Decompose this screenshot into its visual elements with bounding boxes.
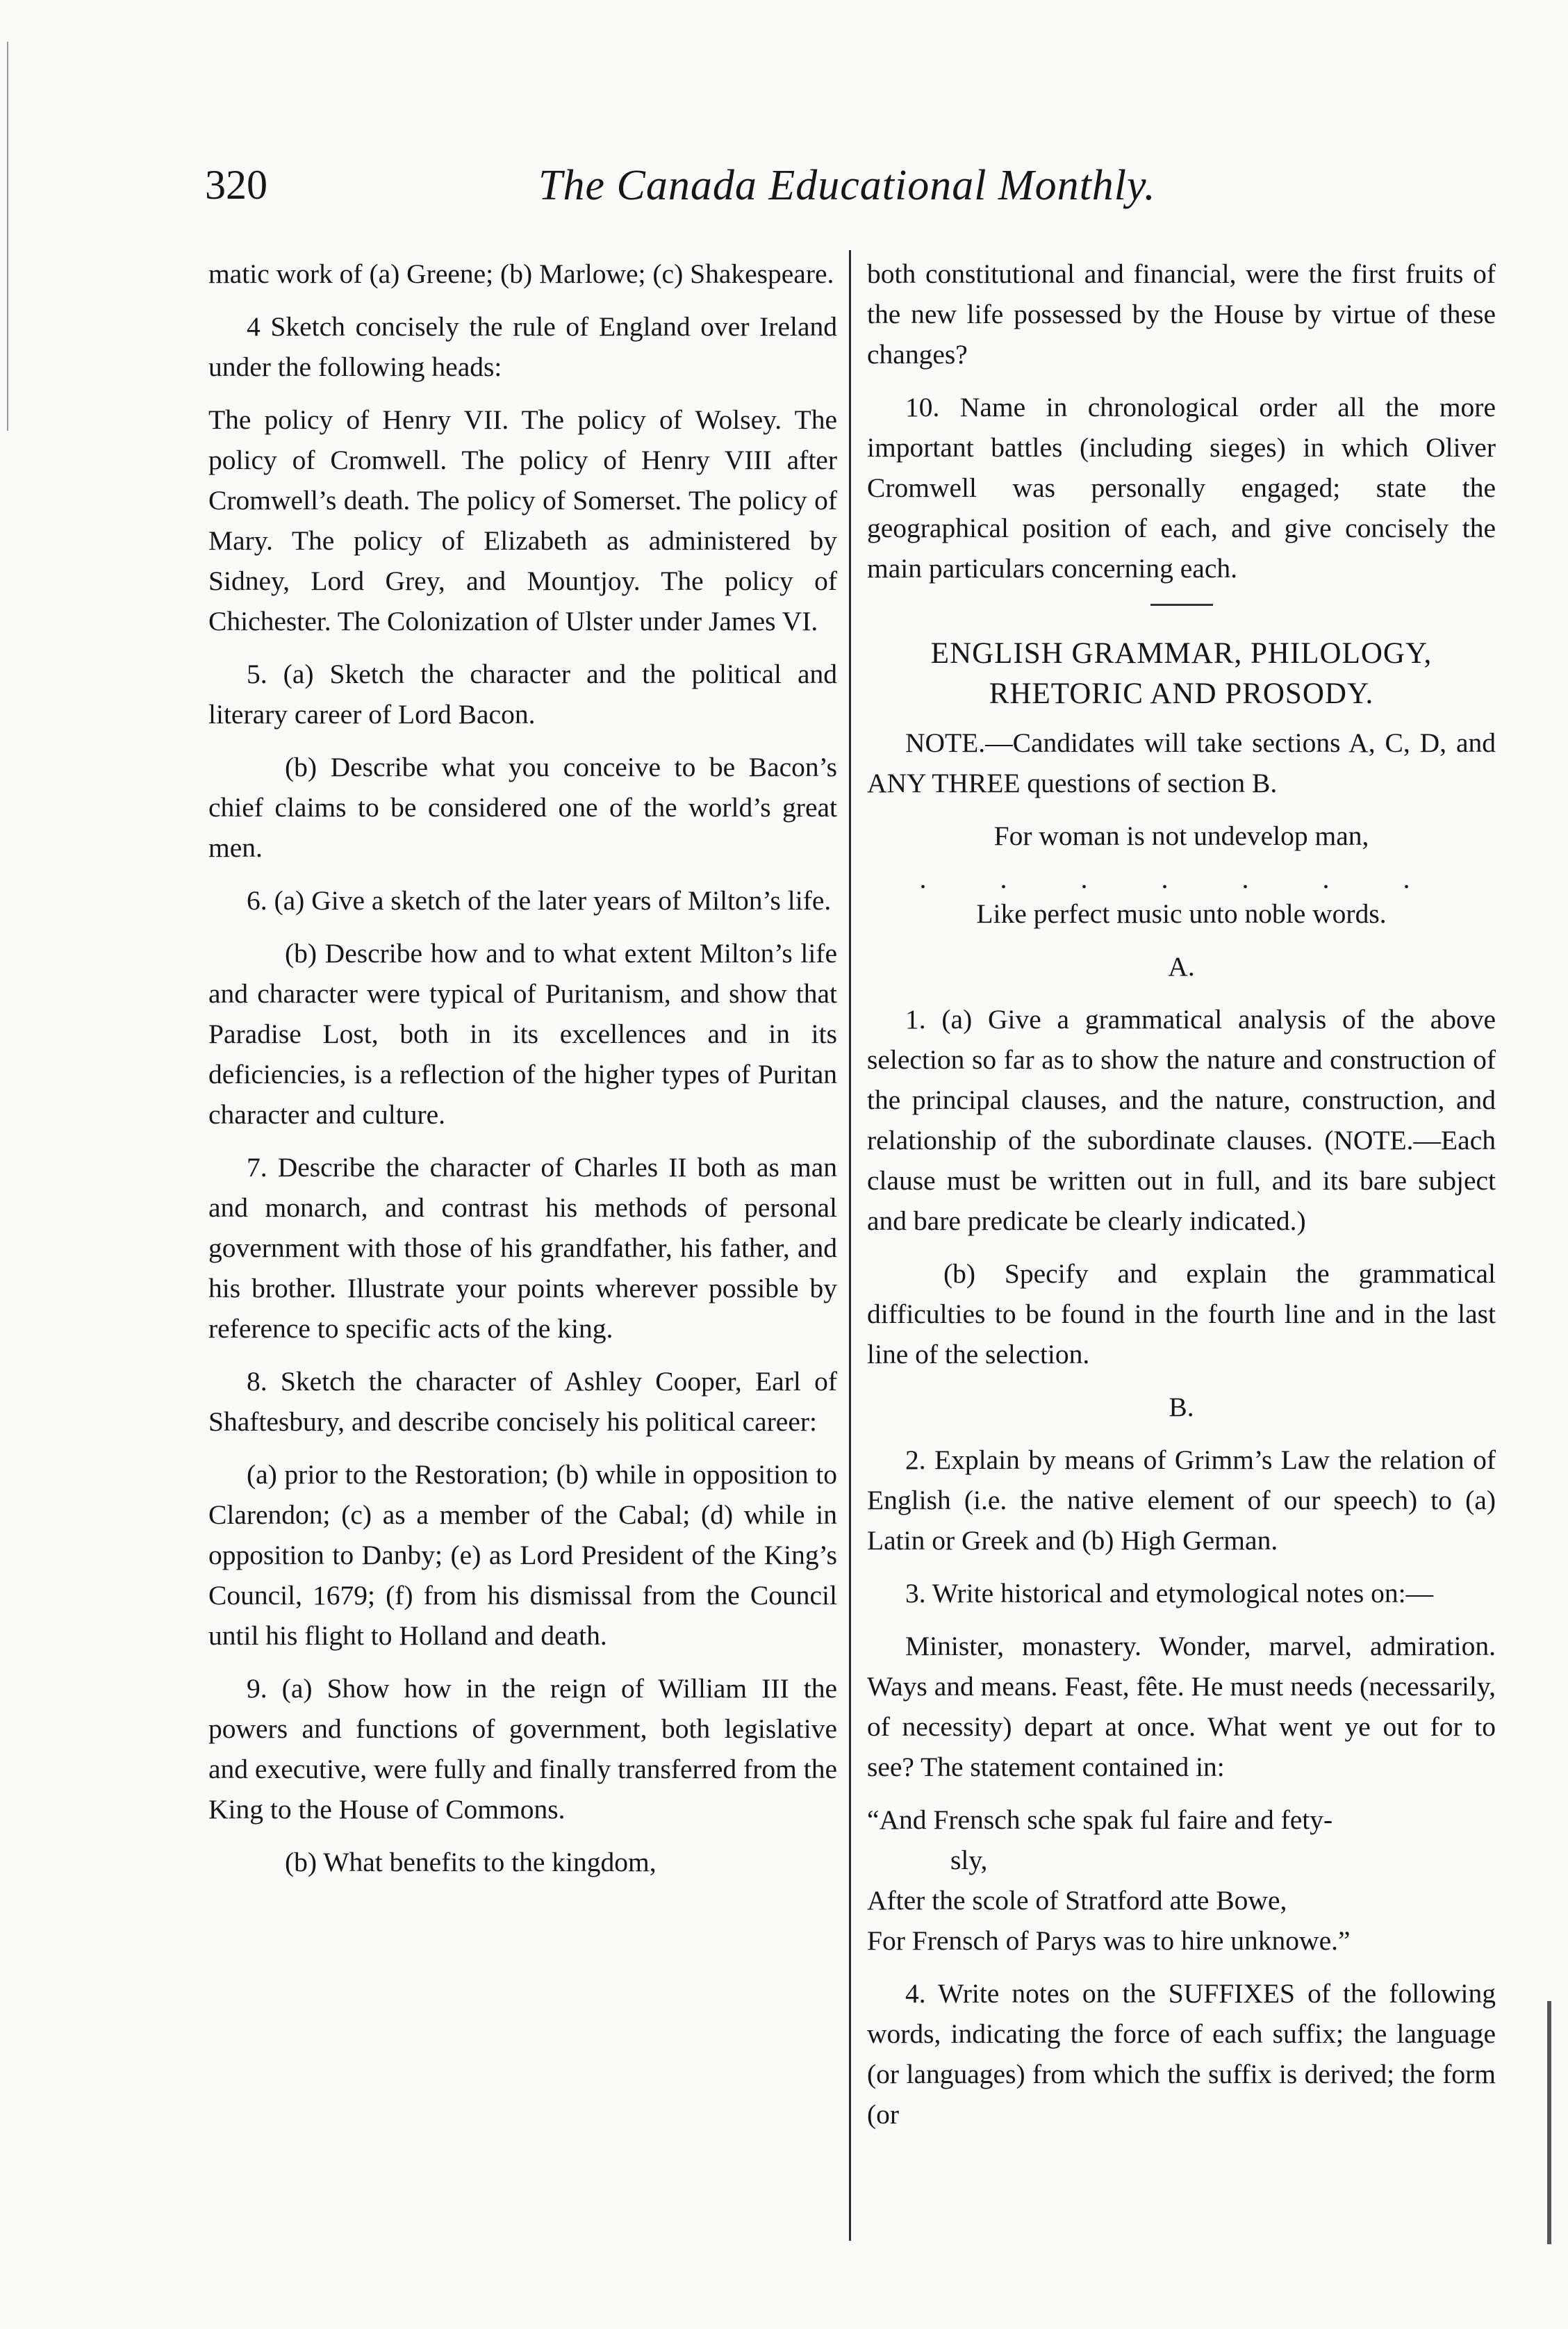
question-6b: (b) Describe how and to what extent Milton’s life and character were typical of Puritanism, and show that Paradise Lost, both in its excellences and in its deficiencies, is a reflection of the higher types of Puritan character and culture. — [208, 938, 837, 1130]
question-3-body: Minister, monastery. Wonder, marvel, admiration. Ways and means. Feast, fête. He must needs (necessarily, of necessity) depart at once. What went ye out for to see? The statement contained in: — [867, 1631, 1496, 1782]
left-column — [208, 254, 837, 1895]
question-1b: (b) Specify and explain the grammatical difficulties to be found in the fourth line and in the last line of the selection. — [867, 1258, 1496, 1369]
paragraph: The policy of Henry VII. The policy of Wolsey. The policy of Cromwell. The policy of Henry VIII after Cromwell’s death. The policy of Somerset. The policy of Mary. The policy of Elizabeth as administered by Sidney, Lord Grey, and Mountjoy. The policy of Chichester. The Colonization of Ulster under James VI. — [208, 404, 837, 636]
quote-line: For Frensch of Parys was to hire unknowe.” — [867, 1925, 1351, 1956]
question-8: 8. Sketch the character of Ashley Cooper, Earl of Shaftesbury, and describe concisely his political career: — [208, 1366, 837, 1437]
quotation — [867, 1800, 1496, 1961]
quote-line: After the scole of Stratford atte Bowe, — [867, 1885, 1287, 1916]
section-note: NOTE.—Candidates will take sections A, C, D, and ANY THREE questions of section B. — [867, 727, 1496, 798]
section-rule — [1150, 604, 1213, 606]
paragraph: matic work of (a) Greene; (b) Marlowe; (c) Shakespeare. — [208, 258, 834, 289]
question-8-parts: (a) prior to the Restoration; (b) while in opposition to Clarendon; (c) as a member of the Cabal; (d) while in opposition to Danby; (e) as Lord President of the King’s Council, 1679; (f) from his dismissal from the Council until his flight to Holland and death. — [208, 1459, 837, 1651]
quote-line: “And Frensch sche spak ful faire and fety- — [867, 1804, 1333, 1835]
question-3: 3. Write historical and etymological notes on:— — [905, 1578, 1434, 1608]
question-5a: 5. (a) Sketch the character and the political and literary career of Lord Bacon. — [208, 659, 837, 730]
section-label-a: A. — [1168, 951, 1195, 982]
section-label-b: B. — [1169, 1392, 1194, 1422]
running-title: The Canada Educational Monthly. — [538, 162, 1156, 209]
verse-line: Like perfect music unto noble words. — [976, 898, 1387, 929]
question-9a: 9. (a) Show how in the reign of William III the powers and functions of government, both legislative and executive, were fully and finally transferred from the King to the House of Commons. — [208, 1673, 837, 1825]
question-7: 7. Describe the character of Charles II both as man and monarch, and contrast his methods of personal government with those of his grandfather, his father, and his brother. Illustrate your points wherever possible by reference to specific acts of the king. — [208, 1152, 837, 1344]
page-number: 320 — [205, 162, 267, 208]
question-1a: 1. (a) Give a grammatical analysis of the above selection so far as to show the nature and construction of the principal clauses, and the nature, construction, and relationship of the subordinate clauses. (NOTE.—Each clause must be written out in full, and its bare subject and bare predicate be clearly indicated.) — [867, 1004, 1496, 1236]
paragraph: both constitutional and financial, were the first fruits of the new life possessed by the House by virtue of these changes? — [867, 258, 1496, 370]
column-divider — [849, 250, 851, 2241]
verse-ellipsis: . . . . . . . — [919, 863, 1444, 894]
section-heading-line: RHETORIC AND PROSODY. — [989, 677, 1374, 710]
question-10: 10. Name in chronological order all the more important battles (including sieges) in which Oliver Cromwell was personally engaged; state the geographical position of each, and give concisely the main particulars concerning each. — [867, 392, 1496, 584]
quote-line: sly, — [950, 1845, 988, 1875]
question-4-right: 4. Write notes on the SUFFIXES of the following words, indicating the force of each suffix; the language (or languages) from which the suffix is derived; the form (or — [867, 1978, 1496, 2130]
page-header — [205, 161, 1401, 224]
section-heading — [867, 634, 1496, 714]
scan-edge-mark — [7, 42, 8, 431]
section-heading-line: ENGLISH GRAMMAR, PHILOLOGY, — [930, 637, 1433, 670]
right-column — [867, 254, 1496, 2147]
question-6a: 6. (a) Give a sketch of the later years of Milton’s life. — [247, 885, 832, 916]
question-2: 2. Explain by means of Grimm’s Law the relation of English (i.e. the native element of our speech) to (a) Latin or Greek and (b) High German. — [867, 1445, 1496, 1556]
scan-edge-mark-right — [1547, 2001, 1551, 2244]
question-9b: (b) What benefits to the kingdom, — [285, 1847, 657, 1877]
question-4: 4 Sketch concisely the rule of England over Ireland under the following heads: — [208, 311, 837, 382]
verse-line: For woman is not undevelop man, — [993, 821, 1369, 851]
question-5b: (b) Describe what you conceive to be Bacon’s chief claims to be considered one of the world’s great men. — [208, 752, 837, 863]
